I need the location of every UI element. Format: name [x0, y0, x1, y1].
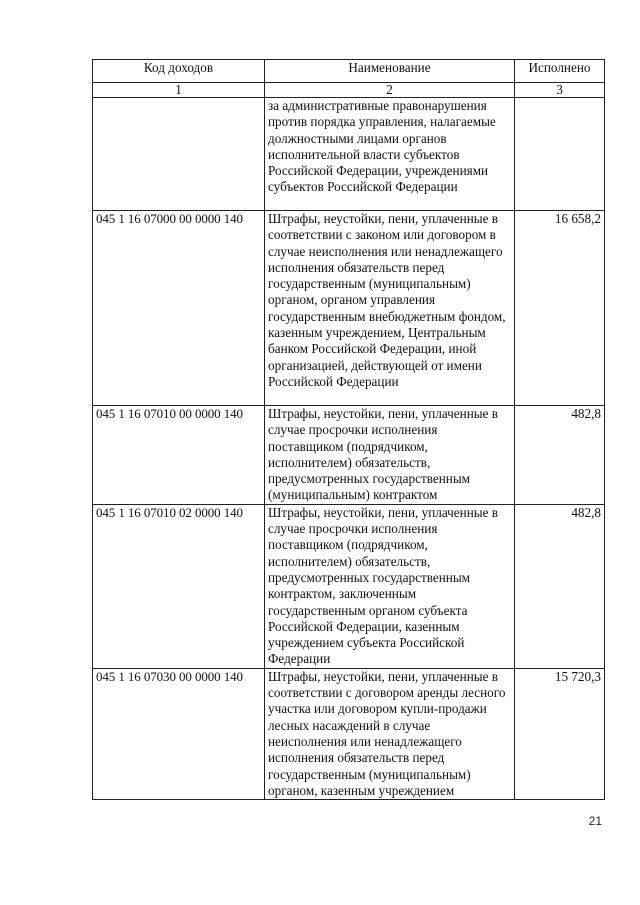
executed-value: 16 658,2 — [515, 211, 605, 406]
income-code: 045 1 16 07010 00 0000 140 — [93, 406, 265, 505]
table-row — [93, 504, 605, 668]
table-row — [93, 668, 605, 799]
column-number-row — [93, 83, 605, 98]
income-code: 045 1 16 07010 02 0000 140 — [93, 504, 265, 668]
executed-value — [515, 98, 605, 211]
header-name: Наименование — [265, 60, 515, 83]
table-row — [93, 211, 605, 406]
item-name: за административные правонарушения против порядка управления, налагаемые должностными лицами органов исполнительной власти субъектов Российской Федерации, учреждениями субъектов Российской Федерации — [265, 98, 515, 211]
page-number: 21 — [588, 814, 602, 828]
column-number-3: 3 — [515, 83, 605, 98]
item-name: Штрафы, неустойки, пени, уплаченные в случае просрочки исполнения поставщиком (подрядчиком, исполнителем) обязательств, предусмотренных государственным (муниципальным) контрактом — [265, 406, 515, 505]
executed-value: 15 720,3 — [515, 668, 605, 799]
table-row — [93, 98, 605, 211]
income-code: 045 1 16 07030 00 0000 140 — [93, 668, 265, 799]
column-number-2: 2 — [265, 83, 515, 98]
header-row — [93, 60, 605, 83]
table-row — [93, 406, 605, 505]
income-code — [93, 98, 265, 211]
header-income-code: Код доходов — [93, 60, 265, 83]
item-name: Штрафы, неустойки, пени, уплаченные в случае просрочки исполнения поставщиком (подрядчиком, исполнителем) обязательств, предусмотренных государственным контрактом, заключенным государственным органом субъекта Российской Федерации, казенным учреждением субъекта Российской Федерации — [265, 504, 515, 668]
column-number-1: 1 — [93, 83, 265, 98]
header-executed: Исполнено — [515, 60, 605, 83]
item-name: Штрафы, неустойки, пени, уплаченные в соответствии с законом или договором в случае неисполнения или ненадлежащего исполнения обязательств перед государственным (муниципальным) органом, органом управления государственным внебюджетным фондом, казенным учреждением, Центральным банком Российской Федерации, иной организацией, действующей от имени Российской Федерации — [265, 211, 515, 406]
item-name: Штрафы, неустойки, пени, уплаченные в соответствии с договором аренды лесного участка или договором купли-продажи лесных насаждений в случае неисполнения или ненадлежащего исполнения обязательств перед государственным (муниципальным) органом, казенным учреждением — [265, 668, 515, 799]
revenue-table — [92, 59, 605, 800]
income-code: 045 1 16 07000 00 0000 140 — [93, 211, 265, 406]
executed-value: 482,8 — [515, 406, 605, 505]
executed-value: 482,8 — [515, 504, 605, 668]
